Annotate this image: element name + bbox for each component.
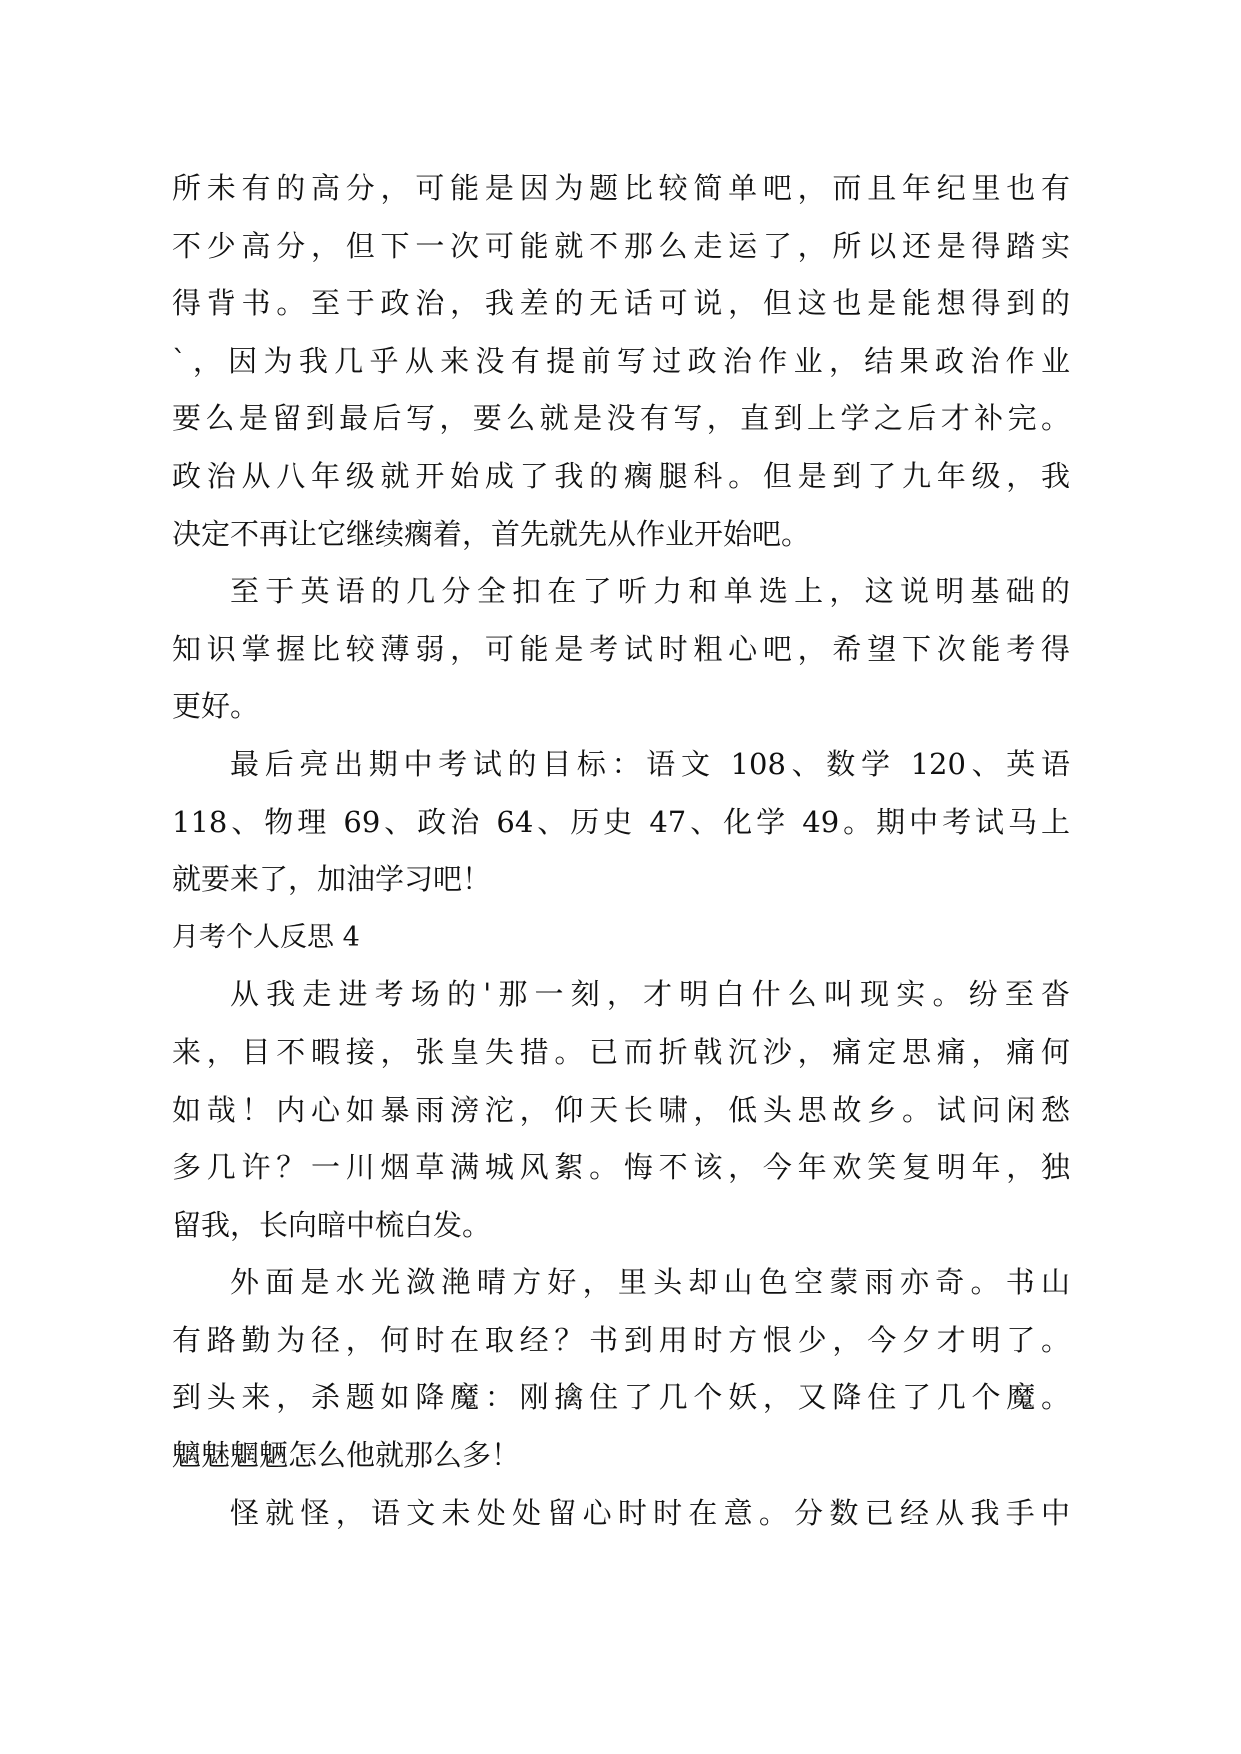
text-line: 所未有的高分，可能是因为题比较简单吧，而且年纪里也有 [172,171,1070,205]
text-line: 不少高分，但下一次可能就不那么走运了，所以还是得踏实 [172,228,1070,263]
section-heading: 月考个人反思 4 [172,921,360,953]
text-line: 118、物理 69、政治 64、历史 47、化学 49。期中考试马上 [172,804,1070,839]
paragraph [172,736,1070,909]
document-body [172,160,1070,1542]
text-line: 得背书。至于政治，我差的无话可说，但这也是能想得到的 [172,286,1070,321]
paragraph [172,563,1070,736]
text-line: 更好。 [172,689,260,724]
paragraph [172,160,1070,563]
text-line: 来，目不暇接，张皇失措。已而折戟沉沙，痛定思痛，痛何 [172,1034,1070,1069]
text-line: 知识掌握比较薄弱，可能是考试时粗心吧，希望下次能考得 [172,631,1070,666]
text-line: 决定不再让它继续瘸着，首先就先从作业开始吧。 [172,516,811,551]
text-line: 从我走进考场的'那一刻，才明白什么叫现实。纷至沓 [230,977,1070,1012]
paragraph [172,1485,1070,1543]
text-line: 多几许？一川烟草满城风絮。悔不该，今年欢笑复明年，独 [172,1150,1070,1185]
text-line: 就要来了，加油学习吧！ [172,862,492,897]
text-line: 留我，长向暗中梳白发。 [172,1207,492,1242]
text-line: 到头来，杀题如降魔：刚擒住了几个妖，又降住了几个魔。 [172,1380,1070,1415]
text-line: `，因为我几乎从来没有提前写过政治作业，结果政治作业 [172,343,1070,378]
text-line: 政治从八年级就开始成了我的瘸腿科。但是到了九年级，我 [172,458,1070,493]
text-line: 至于英语的几分全扣在了听力和单选上，这说明基础的 [230,574,1070,609]
text-line: 有路勤为径，何时在取经？书到用时方恨少，今夕才明了。 [172,1322,1070,1357]
paragraph [172,1254,1070,1484]
text-line: 要么是留到最后写，要么就是没有写，直到上学之后才补完。 [172,401,1070,436]
paragraph [172,966,1070,1254]
text-line: 魑魅魍魉怎么他就那么多！ [172,1438,521,1473]
text-line: 如哉！内心如暴雨滂沱，仰天长啸，低头思故乡。试问闲愁 [172,1092,1070,1127]
text-line: 外面是水光潋滟晴方好，里头却山色空蒙雨亦奇。书山 [230,1265,1070,1300]
text-line: 最后亮出期中考试的目标：语文 108、数学 120、英语 [230,746,1070,781]
text-line: 怪就怪，语文未处处留心时时在意。分数已经从我手中 [230,1495,1070,1530]
